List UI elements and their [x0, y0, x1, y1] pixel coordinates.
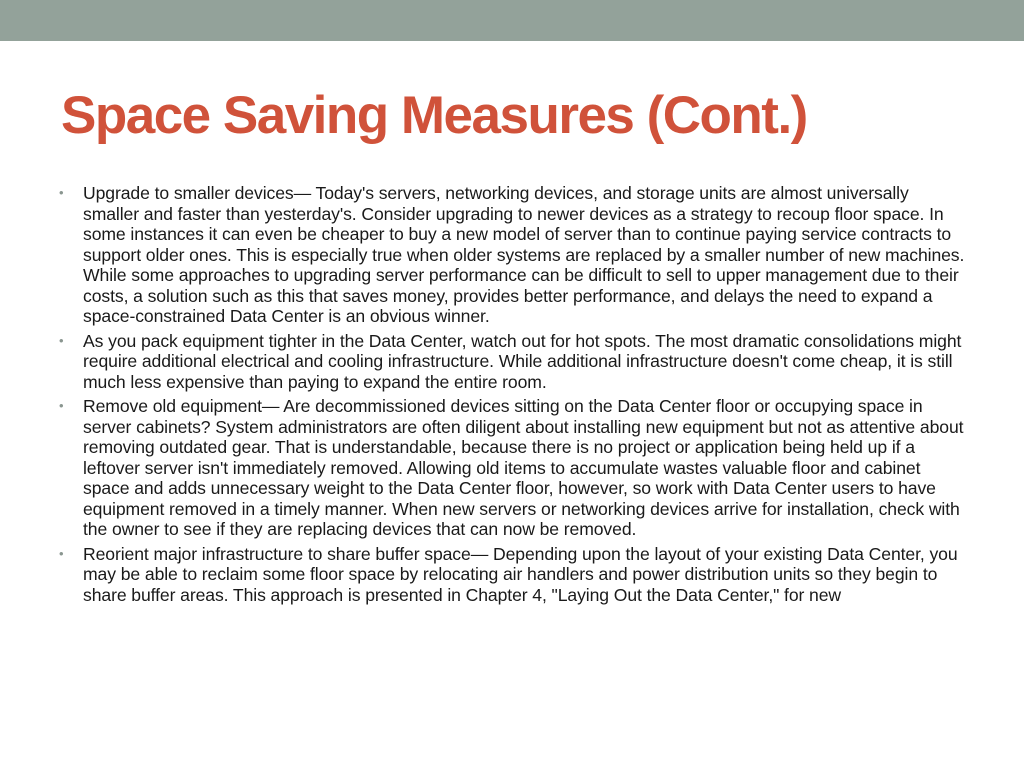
slide-title: Space Saving Measures (Cont.): [61, 86, 807, 145]
bullet-list: [59, 183, 969, 609]
bullet-item-hot-spots: [59, 331, 969, 393]
bullet-text: Reorient major infrastructure to share buffer space— Depending upon the layout of your existing Data Center, you may be able to reclaim some floor space by relocating air handlers and power distribution units so they begin to share buffer areas. This approach is presented in Chapter 4, "Laying Out the Data Center," for new: [83, 543, 958, 605]
bullet-text: As you pack equipment tighter in the Data Center, watch out for hot spots. The most dramatic consolidations might require additional electrical and cooling infrastructure. While additional infrastructure doesn't come cheap, it is still much less expensive than paying to expand the entire room.: [83, 330, 962, 392]
bullet-dot-icon: •: [59, 398, 64, 413]
top-accent-band: [0, 0, 1024, 41]
bullet-item-upgrade-devices: [59, 183, 969, 327]
bullet-item-reorient-infrastructure: [59, 544, 969, 606]
bullet-dot-icon: •: [59, 185, 64, 200]
bullet-item-remove-old-equipment: [59, 396, 969, 540]
bullet-text: Remove old equipment— Are decommissioned devices sitting on the Data Center floor or occupying space in server cabinets? System administrators are often diligent about installing new equipment but not as attentive about removing outdated gear. That is understandable, because there is no project or application being held up if a leftover server isn't immediately removed. Allowing old items to accumulate wastes valuable floor and cabinet space and adds unnecessary weight to the Data Center floor, however, so work with Data Center users to have equipment removed in a timely manner. When new servers or networking devices arrive for installation, check with the owner to see if they are replacing devices that can now be removed.: [83, 396, 964, 539]
bullet-dot-icon: •: [59, 545, 64, 561]
bullet-dot-icon: •: [59, 332, 64, 348]
bullet-text: Upgrade to smaller devices— Today's servers, networking devices, and storage units are almost universally smaller and faster than yesterday's. Consider upgrading to newer devices as a strategy to recoup floor space. In some instances it can even be cheaper to buy a new model of server than to continue paying service contracts to support older ones. This is especially true when older systems are replaced by a smaller number of new machines. While some approaches to upgrading server performance can be difficult to sell to upper management due to their costs, a solution such as this that saves money, provides better performance, and delays the need to expand a space-constrained Data Center is an obvious winner.: [83, 183, 965, 326]
